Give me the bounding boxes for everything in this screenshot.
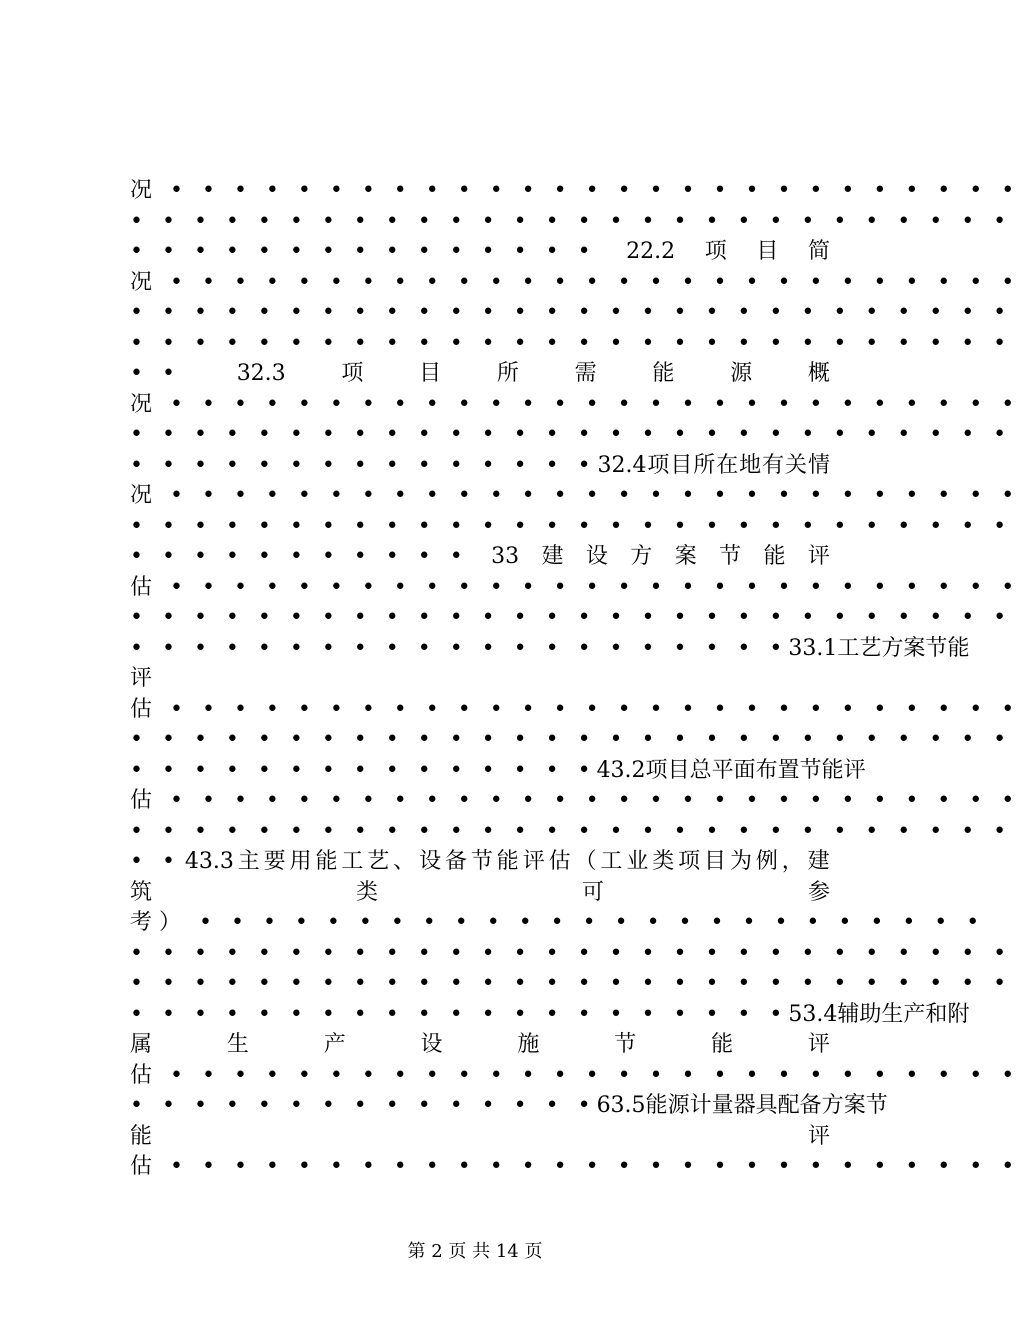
toc-line-content — [130, 1000, 970, 1030]
toc-entry-text: 53.4 — [788, 1001, 838, 1027]
toc-entry-text: 参 — [807, 879, 830, 905]
toc-line-content — [130, 1030, 830, 1060]
toc-line-content — [130, 969, 1013, 999]
toc-line — [130, 390, 1020, 420]
toc-line-content — [130, 786, 1020, 816]
toc-line — [130, 512, 1013, 542]
toc-line-content — [130, 268, 1020, 298]
toc-line-content — [130, 1152, 1020, 1182]
leader-dots: • • • • • • • • • • • • • • • • • • • • • • • • • • • • — [130, 940, 1013, 966]
toc-entry-text: 工 — [600, 849, 623, 874]
toc-line — [130, 847, 830, 877]
toc-entry-text: 工 — [341, 849, 364, 874]
toc-entry-text: 在 — [716, 452, 739, 478]
toc-line-content — [130, 451, 830, 481]
toc-entry-text: 案 — [843, 1093, 866, 1118]
toc-line — [130, 695, 1020, 725]
toc-line — [130, 207, 1013, 237]
toc-line — [130, 756, 866, 786]
toc-entry-text: 32.3 — [236, 361, 286, 386]
toc-entry-text: 用 — [289, 849, 312, 874]
toc-entry-text: 主 — [237, 849, 260, 874]
toc-entry-text: 设 — [419, 849, 442, 874]
toc-line-content — [130, 237, 830, 267]
toc-line — [130, 969, 1013, 999]
toc-entry-text: 和 — [925, 1001, 948, 1027]
toc-entry-text: 平 — [711, 757, 734, 783]
toc-entry-text: 建 — [807, 849, 830, 874]
toc-entry-text: 属 — [130, 1032, 153, 1057]
toc-entry-text: 评 — [843, 757, 866, 783]
toc-line-content — [130, 1061, 1020, 1091]
toc-entry-text: 可 — [581, 879, 604, 905]
leader-dots: • • • • • • • • • • • • • • • • • • • • • • • • • • • — [170, 574, 1020, 600]
toc-entry-text: 需 — [574, 361, 597, 386]
toc-line-content — [130, 512, 1013, 542]
leader-dots: • • • • • • • • • • • • • • • — [130, 452, 597, 478]
toc-entry-text: 所 — [496, 361, 519, 386]
toc-entry-text: 具 — [755, 1093, 778, 1118]
toc-line — [130, 420, 1013, 450]
toc-entry-text: 布 — [755, 757, 778, 783]
leader-dots: • • • • • • • • • • • • • • • • • • • • • • • • • • • • — [130, 300, 1013, 325]
toc-line — [130, 359, 830, 389]
leader-dots: • • • • • • • • • • • • • • • — [130, 1093, 597, 1118]
toc-entry-text: 类 — [652, 849, 675, 874]
toc-line-content — [130, 176, 1020, 206]
toc-line-content — [130, 329, 1013, 359]
toc-line — [130, 237, 830, 267]
toc-entry-text: 43.2 — [596, 757, 646, 783]
leader-dots: • • — [130, 361, 181, 386]
toc-line — [130, 329, 1013, 359]
toc-heading-char: 况 — [130, 269, 153, 295]
leader-dots: • • • • • • • • • • • • • • • — [130, 757, 597, 783]
toc-heading-char: 况 — [130, 483, 153, 508]
toc-entry-text: 源 — [667, 1093, 690, 1118]
toc-entry-text: 源 — [730, 361, 753, 386]
toc-line-content — [130, 817, 1013, 847]
toc-entry-text: 能 — [315, 849, 338, 874]
toc-entry-text: 所 — [693, 452, 716, 478]
toc-entry-text: 计 — [689, 1093, 712, 1118]
toc-line — [130, 1061, 1020, 1091]
toc-line — [130, 481, 1020, 511]
toc-entry-text: 能 — [821, 757, 844, 783]
toc-entry-text: 43.3 — [184, 849, 234, 874]
toc-entry-text: 辅 — [837, 1001, 860, 1027]
toc-entry-text: 63.5 — [596, 1093, 646, 1118]
toc-entry-text: 筑 — [130, 879, 153, 905]
leader-dots: • • • • • • • • • • • • • • • • • • • • • — [130, 635, 789, 661]
leader-dots: • • • • • • • • • • • • • • • • • • • • • • • • • • • • — [130, 422, 1013, 447]
toc-line — [130, 268, 1020, 298]
toc-entry-text: 方 — [821, 1093, 844, 1118]
leader-dots: • • • • • • • • • • • • • • • • • • • • • • • • • • • • — [130, 605, 1013, 630]
toc-entry-text: 目 — [419, 361, 442, 386]
toc-line — [130, 1000, 970, 1030]
toc-entry-text: 量 — [711, 1093, 734, 1118]
toc-entry-text: 器 — [733, 1093, 756, 1118]
toc-entry-text: 能 — [947, 635, 970, 661]
leader-dots: • • • • • • • • • • • • • • • • • • • • • • • • • • • — [170, 391, 1020, 417]
toc-entry-text: 估 — [548, 849, 571, 874]
leader-dots: • • • • • • • • • • • • • • • • • • • • • • • • • • • • — [130, 208, 1013, 234]
toc-line — [130, 298, 1013, 328]
toc-line — [130, 634, 970, 664]
toc-line-content — [130, 298, 1013, 328]
toc-line — [130, 542, 830, 572]
toc-entry-text: 关 — [785, 452, 808, 478]
toc-line-content — [130, 1122, 830, 1152]
toc-heading-char: 估 — [130, 1062, 153, 1088]
toc-entry-text: 节 — [614, 1032, 637, 1057]
toc-line — [130, 1030, 830, 1060]
toc-entry-text: ， — [781, 849, 804, 874]
toc-entry-text: 评 — [807, 544, 830, 569]
toc-entry-text: 项 — [647, 452, 670, 478]
toc-heading-char: 况 — [130, 178, 153, 203]
toc-line — [130, 1122, 830, 1152]
toc-line — [130, 451, 830, 481]
toc-line — [130, 573, 1020, 603]
toc-entry-text: 项 — [678, 849, 701, 874]
toc-entry-text: 目 — [667, 757, 690, 783]
toc-line-content — [130, 664, 830, 694]
leader-dots: • • • • • • • • • • • • • • • • • • • • • • • • • • • — [170, 178, 1020, 203]
toc-entry-text: 、 — [393, 849, 416, 874]
toc-line-content — [130, 847, 830, 877]
toc-heading-char: 估 — [130, 788, 153, 813]
toc-line — [130, 817, 1013, 847]
toc-entry-text: 艺 — [859, 635, 882, 661]
toc-heading-char: 估 — [130, 574, 153, 600]
toc-entry-text: 工 — [837, 635, 860, 661]
toc-line-content — [130, 359, 830, 389]
toc-entry-text: 能 — [763, 544, 786, 569]
toc-entry-text: 有 — [762, 452, 785, 478]
toc-line — [130, 176, 1020, 206]
leader-dots: • • — [130, 849, 181, 874]
leader-dots: • • • • • • • • • • • • • • • • • • • • • • • • • • • • — [130, 513, 1013, 539]
toc-line-content — [130, 634, 970, 664]
toc-entry-text: 评 — [807, 1032, 830, 1057]
toc-line-content — [130, 420, 1013, 450]
toc-line — [130, 939, 1013, 969]
leader-dots: • • • • • • • • • • • • • • • • • • • • • • • • • • • • — [130, 330, 1013, 356]
leader-dots: • • • • • • • • • • • • • • • • • • • • • • • • • • • — [170, 1062, 1020, 1088]
toc-heading-char: 况 — [130, 391, 153, 417]
toc-entry-text: 节 — [799, 757, 822, 783]
toc-line-content — [130, 695, 1020, 725]
toc-entry-text: 情 — [807, 452, 830, 478]
toc-entry-text: 节 — [719, 544, 742, 569]
toc-entry-text: 节 — [925, 635, 948, 661]
toc-entry-text: 33 — [491, 544, 520, 569]
toc-line — [130, 786, 1020, 816]
toc-entry-text: 能 — [645, 1093, 668, 1118]
toc-entry-text: 方 — [630, 544, 653, 569]
toc-entry-text: 能 — [130, 1123, 153, 1149]
toc-line-content — [130, 603, 1013, 633]
toc-heading-char: 估 — [130, 1154, 153, 1179]
toc-line-content — [130, 939, 1013, 969]
leader-dots: • • • • • • • • • • • • • • • • • • • • • • • • • — [199, 910, 986, 935]
toc-entry-text: 例 — [755, 849, 778, 874]
leader-dots: • • • • • • • • • • • • • • • — [130, 239, 597, 264]
toc-heading-char: 考 ） — [130, 910, 181, 935]
leader-dots: • • • • • • • • • • • • • • • • • • • • • • • • • • • — [170, 696, 1020, 722]
toc-entry-text: 建 — [541, 544, 564, 569]
toc-line-content — [130, 390, 1020, 420]
toc-line — [130, 725, 1013, 755]
toc-entry-text: 备 — [799, 1093, 822, 1118]
toc-entry-text: 评 — [807, 1123, 830, 1149]
toc-entry-text: 业 — [626, 849, 649, 874]
toc-entry-text: 节 — [865, 1093, 888, 1118]
toc-entry-text: 产 — [903, 1001, 926, 1027]
toc-entry-text: 能 — [496, 849, 519, 874]
leader-dots: • • • • • • • • • • • — [130, 544, 469, 569]
toc-entry-text: 节 — [470, 849, 493, 874]
toc-entry-text: 地 — [739, 452, 762, 478]
toc-heading-char: 评 — [130, 666, 153, 691]
toc-entry-text: 案 — [903, 635, 926, 661]
toc-entry-text: 助 — [859, 1001, 882, 1027]
toc-entry-text: 总 — [689, 757, 712, 783]
page-footer: 第 2 页 共 14 页 — [407, 1241, 543, 1262]
toc-entry-text: 能 — [652, 361, 675, 386]
toc-entry-text: 目 — [670, 452, 693, 478]
leader-dots: • • • • • • • • • • • • • • • • • • • • • • • • • • • • — [130, 971, 1013, 996]
toc-entry-text: 设 — [585, 544, 608, 569]
toc-line — [130, 664, 830, 694]
toc-entry-text: 简 — [807, 239, 830, 264]
toc-line-content — [130, 756, 866, 786]
toc-entry-text: 类 — [355, 879, 378, 905]
toc-entry-text: 置 — [777, 757, 800, 783]
toc-entry-text: （ — [574, 849, 597, 874]
toc-entry-text: 配 — [777, 1093, 800, 1118]
toc-entry-text: 要 — [263, 849, 286, 874]
toc-entry-text: 附 — [947, 1001, 970, 1027]
toc-entry-text: 案 — [674, 544, 697, 569]
toc-entry-text: 目 — [704, 849, 727, 874]
toc-line — [130, 908, 986, 938]
leader-dots: • • • • • • • • • • • • • • • • • • • • • — [130, 1001, 789, 1027]
toc-heading-char: 估 — [130, 696, 153, 722]
toc-line-content — [130, 908, 986, 938]
toc-line-content — [130, 1091, 888, 1121]
toc-line-content — [130, 481, 1020, 511]
toc-entry-text: 生 — [881, 1001, 904, 1027]
toc-line-content — [130, 725, 1013, 755]
toc-entry-text: 项 — [341, 361, 364, 386]
toc-line — [130, 1152, 1020, 1182]
toc-line-content — [130, 878, 830, 908]
toc-entry-text: 能 — [711, 1032, 734, 1057]
leader-dots: • • • • • • • • • • • • • • • • • • • • • • • • • • • — [170, 1154, 1020, 1179]
toc-line — [130, 878, 830, 908]
toc-entry-text: 概 — [807, 361, 830, 386]
toc-line — [130, 603, 1013, 633]
toc-entry-text: 面 — [733, 757, 756, 783]
toc-entry-text: 项 — [704, 239, 727, 264]
toc-entry-text: 设 — [420, 1032, 443, 1057]
toc-entry-text: 艺 — [367, 849, 390, 874]
toc-entry-text: 施 — [517, 1032, 540, 1057]
toc-entry-text: 33.1 — [788, 635, 838, 661]
toc-entry-text: 备 — [444, 849, 467, 874]
toc-entry-text: 方 — [881, 635, 904, 661]
toc-entry-text: 生 — [226, 1032, 249, 1057]
leader-dots: • • • • • • • • • • • • • • • • • • • • • • • • • • • — [170, 483, 1020, 508]
toc-line-content — [130, 207, 1013, 237]
leader-dots: • • • • • • • • • • • • • • • • • • • • • • • • • • • — [170, 788, 1020, 813]
toc-entry-text: 评 — [522, 849, 545, 874]
toc-entry-text: 32.4 — [597, 452, 647, 478]
leader-dots: • • • • • • • • • • • • • • • • • • • • • • • • • • • • — [130, 818, 1013, 844]
toc-line-content — [130, 542, 830, 572]
toc-entry-text: 产 — [323, 1032, 346, 1057]
toc-line-content — [130, 573, 1020, 603]
toc-entry-text: 项 — [645, 757, 668, 783]
toc-line — [130, 1091, 888, 1121]
toc-entry-text: 22.2 — [626, 239, 676, 264]
toc-entry-text: 为 — [729, 849, 752, 874]
leader-dots: • • • • • • • • • • • • • • • • • • • • • • • • • • • — [170, 269, 1020, 295]
leader-dots: • • • • • • • • • • • • • • • • • • • • • • • • • • • • — [130, 727, 1013, 752]
toc-entry-text: 目 — [756, 239, 779, 264]
